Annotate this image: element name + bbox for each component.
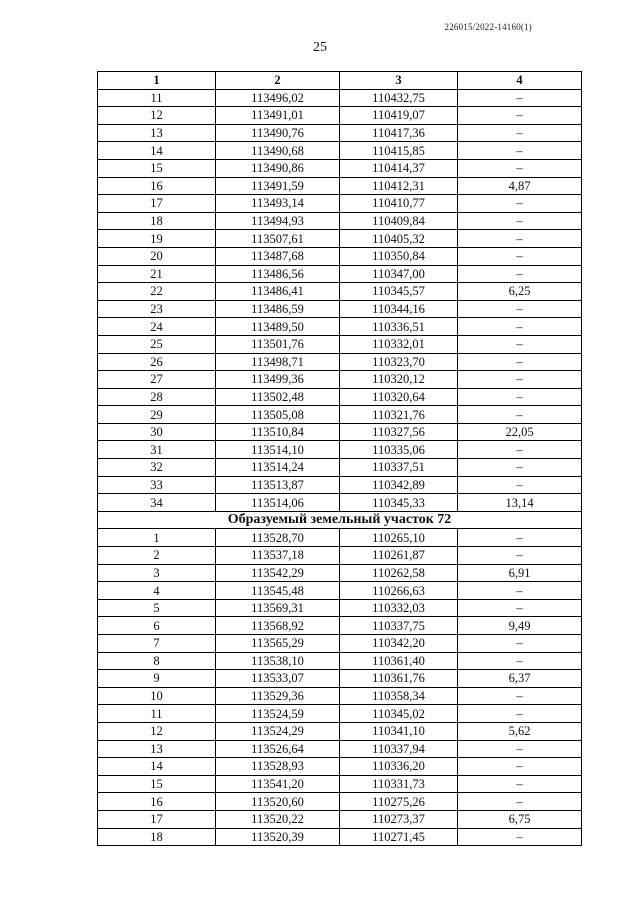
x-coordinate-cell: 113493,14 [216, 195, 340, 213]
point-number-cell: 10 [98, 687, 216, 705]
distance-cell: – [458, 247, 582, 265]
distance-cell: 6,37 [458, 670, 582, 688]
x-coordinate-cell: 113486,56 [216, 265, 340, 283]
x-coordinate-cell: 113514,10 [216, 441, 340, 459]
point-number-cell: 33 [98, 476, 216, 494]
point-number-cell: 14 [98, 758, 216, 776]
x-coordinate-cell: 113505,08 [216, 406, 340, 424]
point-number-cell: 34 [98, 494, 216, 512]
x-coordinate-cell: 113490,86 [216, 159, 340, 177]
x-coordinate-cell: 113514,24 [216, 459, 340, 477]
table-row [98, 353, 582, 371]
table-row [98, 617, 582, 635]
distance-cell: – [458, 318, 582, 336]
table-row [98, 423, 582, 441]
point-number-cell: 9 [98, 670, 216, 688]
y-coordinate-cell: 110321,76 [340, 406, 458, 424]
point-number-cell: 29 [98, 406, 216, 424]
y-coordinate-cell: 110335,06 [340, 441, 458, 459]
x-coordinate-cell: 113487,68 [216, 247, 340, 265]
x-coordinate-cell: 113513,87 [216, 476, 340, 494]
column-header: 1 [98, 72, 216, 90]
table-row [98, 335, 582, 353]
y-coordinate-cell: 110342,89 [340, 476, 458, 494]
point-number-cell: 11 [98, 705, 216, 723]
y-coordinate-cell: 110320,64 [340, 388, 458, 406]
distance-cell: – [458, 635, 582, 653]
table-row [98, 195, 582, 213]
x-coordinate-cell: 113490,68 [216, 142, 340, 160]
x-coordinate-cell: 113569,31 [216, 599, 340, 617]
table-row [98, 371, 582, 389]
distance-cell: 6,25 [458, 283, 582, 301]
y-coordinate-cell: 110345,57 [340, 283, 458, 301]
table-row [98, 547, 582, 565]
x-coordinate-cell: 113524,59 [216, 705, 340, 723]
y-coordinate-cell: 110432,75 [340, 89, 458, 107]
y-coordinate-cell: 110358,34 [340, 687, 458, 705]
x-coordinate-cell: 113494,93 [216, 212, 340, 230]
column-header: 3 [340, 72, 458, 90]
y-coordinate-cell: 110273,37 [340, 810, 458, 828]
table-body-plot-72 [98, 529, 582, 846]
distance-cell: 13,14 [458, 494, 582, 512]
distance-cell: – [458, 687, 582, 705]
y-coordinate-cell: 110347,00 [340, 265, 458, 283]
section-header-row [98, 511, 582, 529]
table-row [98, 670, 582, 688]
y-coordinate-cell: 110405,32 [340, 230, 458, 248]
y-coordinate-cell: 110350,84 [340, 247, 458, 265]
point-number-cell: 27 [98, 371, 216, 389]
y-coordinate-cell: 110361,76 [340, 670, 458, 688]
x-coordinate-cell: 113542,29 [216, 564, 340, 582]
section-title: Образуемый земельный участок 72 [98, 511, 582, 529]
point-number-cell: 12 [98, 722, 216, 740]
point-number-cell: 13 [98, 740, 216, 758]
table-row [98, 177, 582, 195]
table-row [98, 230, 582, 248]
distance-cell: – [458, 124, 582, 142]
distance-cell: – [458, 705, 582, 723]
x-coordinate-cell: 113507,61 [216, 230, 340, 248]
x-coordinate-cell: 113537,18 [216, 547, 340, 565]
point-number-cell: 11 [98, 89, 216, 107]
table-row [98, 318, 582, 336]
column-header: 2 [216, 72, 340, 90]
point-number-cell: 16 [98, 177, 216, 195]
distance-cell: – [458, 335, 582, 353]
y-coordinate-cell: 110419,07 [340, 107, 458, 125]
x-coordinate-cell: 113529,36 [216, 687, 340, 705]
distance-cell: – [458, 89, 582, 107]
distance-cell: – [458, 300, 582, 318]
distance-cell: – [458, 529, 582, 547]
point-number-cell: 5 [98, 599, 216, 617]
distance-cell: – [458, 775, 582, 793]
distance-cell: 4,87 [458, 177, 582, 195]
x-coordinate-cell: 113528,93 [216, 758, 340, 776]
table-row [98, 159, 582, 177]
distance-cell: – [458, 230, 582, 248]
point-number-cell: 26 [98, 353, 216, 371]
x-coordinate-cell: 113498,71 [216, 353, 340, 371]
y-coordinate-cell: 110337,51 [340, 459, 458, 477]
x-coordinate-cell: 113501,76 [216, 335, 340, 353]
distance-cell: – [458, 459, 582, 477]
x-coordinate-cell: 113520,39 [216, 828, 340, 846]
table-row [98, 124, 582, 142]
distance-cell: – [458, 599, 582, 617]
y-coordinate-cell: 110336,51 [340, 318, 458, 336]
y-coordinate-cell: 110320,12 [340, 371, 458, 389]
x-coordinate-cell: 113491,01 [216, 107, 340, 125]
distance-cell: 5,62 [458, 722, 582, 740]
y-coordinate-cell: 110332,03 [340, 599, 458, 617]
table-row [98, 582, 582, 600]
y-coordinate-cell: 110345,02 [340, 705, 458, 723]
y-coordinate-cell: 110412,31 [340, 177, 458, 195]
point-number-cell: 31 [98, 441, 216, 459]
x-coordinate-cell: 113528,70 [216, 529, 340, 547]
distance-cell: 22,05 [458, 423, 582, 441]
y-coordinate-cell: 110417,36 [340, 124, 458, 142]
distance-cell: – [458, 740, 582, 758]
point-number-cell: 12 [98, 107, 216, 125]
x-coordinate-cell: 113524,29 [216, 722, 340, 740]
y-coordinate-cell: 110337,75 [340, 617, 458, 635]
x-coordinate-cell: 113520,60 [216, 793, 340, 811]
y-coordinate-cell: 110414,37 [340, 159, 458, 177]
x-coordinate-cell: 113510,84 [216, 423, 340, 441]
y-coordinate-cell: 110409,84 [340, 212, 458, 230]
x-coordinate-cell: 113568,92 [216, 617, 340, 635]
distance-cell: – [458, 582, 582, 600]
distance-cell: – [458, 371, 582, 389]
x-coordinate-cell: 113565,29 [216, 635, 340, 653]
table-row [98, 705, 582, 723]
point-number-cell: 32 [98, 459, 216, 477]
table-row [98, 828, 582, 846]
point-number-cell: 18 [98, 828, 216, 846]
x-coordinate-cell: 113533,07 [216, 670, 340, 688]
distance-cell: – [458, 828, 582, 846]
table-row [98, 89, 582, 107]
table-row [98, 793, 582, 811]
y-coordinate-cell: 110344,16 [340, 300, 458, 318]
distance-cell: 6,91 [458, 564, 582, 582]
table-row [98, 283, 582, 301]
page-number: 25 [313, 40, 327, 55]
distance-cell: – [458, 353, 582, 371]
point-number-cell: 28 [98, 388, 216, 406]
point-number-cell: 17 [98, 195, 216, 213]
section-header-body [98, 511, 582, 529]
table-row [98, 388, 582, 406]
table-row [98, 212, 582, 230]
y-coordinate-cell: 110266,63 [340, 582, 458, 600]
table-row [98, 459, 582, 477]
distance-cell: – [458, 159, 582, 177]
table-row [98, 775, 582, 793]
distance-cell: – [458, 441, 582, 459]
x-coordinate-cell: 113486,59 [216, 300, 340, 318]
point-number-cell: 17 [98, 810, 216, 828]
point-number-cell: 13 [98, 124, 216, 142]
distance-cell: – [458, 107, 582, 125]
point-number-cell: 24 [98, 318, 216, 336]
table-row [98, 564, 582, 582]
table-row [98, 758, 582, 776]
y-coordinate-cell: 110327,56 [340, 423, 458, 441]
distance-cell: – [458, 265, 582, 283]
x-coordinate-cell: 113538,10 [216, 652, 340, 670]
point-number-cell: 20 [98, 247, 216, 265]
table-row [98, 476, 582, 494]
distance-cell: – [458, 758, 582, 776]
table-body-continued [98, 89, 582, 511]
x-coordinate-cell: 113499,36 [216, 371, 340, 389]
table-row [98, 599, 582, 617]
y-coordinate-cell: 110342,20 [340, 635, 458, 653]
point-number-cell: 18 [98, 212, 216, 230]
x-coordinate-cell: 113496,02 [216, 89, 340, 107]
y-coordinate-cell: 110345,33 [340, 494, 458, 512]
table-row [98, 406, 582, 424]
y-coordinate-cell: 110410,77 [340, 195, 458, 213]
point-number-cell: 16 [98, 793, 216, 811]
table-row [98, 247, 582, 265]
distance-cell: – [458, 476, 582, 494]
table-row [98, 687, 582, 705]
y-coordinate-cell: 110361,40 [340, 652, 458, 670]
table-row [98, 494, 582, 512]
point-number-cell: 6 [98, 617, 216, 635]
y-coordinate-cell: 110415,85 [340, 142, 458, 160]
y-coordinate-cell: 110261,87 [340, 547, 458, 565]
coordinates-table [97, 71, 582, 846]
point-number-cell: 8 [98, 652, 216, 670]
x-coordinate-cell: 113502,48 [216, 388, 340, 406]
document-registration-number: 226015/2022-14160(1) [444, 22, 532, 32]
x-coordinate-cell: 113486,41 [216, 283, 340, 301]
point-number-cell: 14 [98, 142, 216, 160]
distance-cell: – [458, 406, 582, 424]
y-coordinate-cell: 110271,45 [340, 828, 458, 846]
table-row [98, 740, 582, 758]
y-coordinate-cell: 110323,70 [340, 353, 458, 371]
distance-cell: 6,75 [458, 810, 582, 828]
x-coordinate-cell: 113491,59 [216, 177, 340, 195]
y-coordinate-cell: 110275,26 [340, 793, 458, 811]
y-coordinate-cell: 110331,73 [340, 775, 458, 793]
point-number-cell: 2 [98, 547, 216, 565]
column-header: 4 [458, 72, 582, 90]
point-number-cell: 22 [98, 283, 216, 301]
y-coordinate-cell: 110332,01 [340, 335, 458, 353]
x-coordinate-cell: 113545,48 [216, 582, 340, 600]
distance-cell: – [458, 388, 582, 406]
point-number-cell: 15 [98, 159, 216, 177]
distance-cell: – [458, 793, 582, 811]
point-number-cell: 21 [98, 265, 216, 283]
point-number-cell: 23 [98, 300, 216, 318]
point-number-cell: 15 [98, 775, 216, 793]
table-row [98, 300, 582, 318]
y-coordinate-cell: 110336,20 [340, 758, 458, 776]
table-header-row [98, 72, 582, 90]
point-number-cell: 25 [98, 335, 216, 353]
y-coordinate-cell: 110337,94 [340, 740, 458, 758]
table-row [98, 107, 582, 125]
x-coordinate-cell: 113526,64 [216, 740, 340, 758]
x-coordinate-cell: 113520,22 [216, 810, 340, 828]
table-row [98, 810, 582, 828]
y-coordinate-cell: 110341,10 [340, 722, 458, 740]
point-number-cell: 4 [98, 582, 216, 600]
table-row [98, 652, 582, 670]
distance-cell: – [458, 547, 582, 565]
distance-cell: – [458, 142, 582, 160]
point-number-cell: 19 [98, 230, 216, 248]
table-row [98, 635, 582, 653]
table-row [98, 142, 582, 160]
distance-cell: – [458, 652, 582, 670]
x-coordinate-cell: 113541,20 [216, 775, 340, 793]
x-coordinate-cell: 113490,76 [216, 124, 340, 142]
y-coordinate-cell: 110262,58 [340, 564, 458, 582]
table-row [98, 722, 582, 740]
table-row [98, 529, 582, 547]
x-coordinate-cell: 113514,06 [216, 494, 340, 512]
distance-cell: – [458, 195, 582, 213]
y-coordinate-cell: 110265,10 [340, 529, 458, 547]
point-number-cell: 30 [98, 423, 216, 441]
distance-cell: – [458, 212, 582, 230]
point-number-cell: 3 [98, 564, 216, 582]
point-number-cell: 7 [98, 635, 216, 653]
table-row [98, 441, 582, 459]
table-row [98, 265, 582, 283]
x-coordinate-cell: 113489,50 [216, 318, 340, 336]
distance-cell: 9,49 [458, 617, 582, 635]
point-number-cell: 1 [98, 529, 216, 547]
